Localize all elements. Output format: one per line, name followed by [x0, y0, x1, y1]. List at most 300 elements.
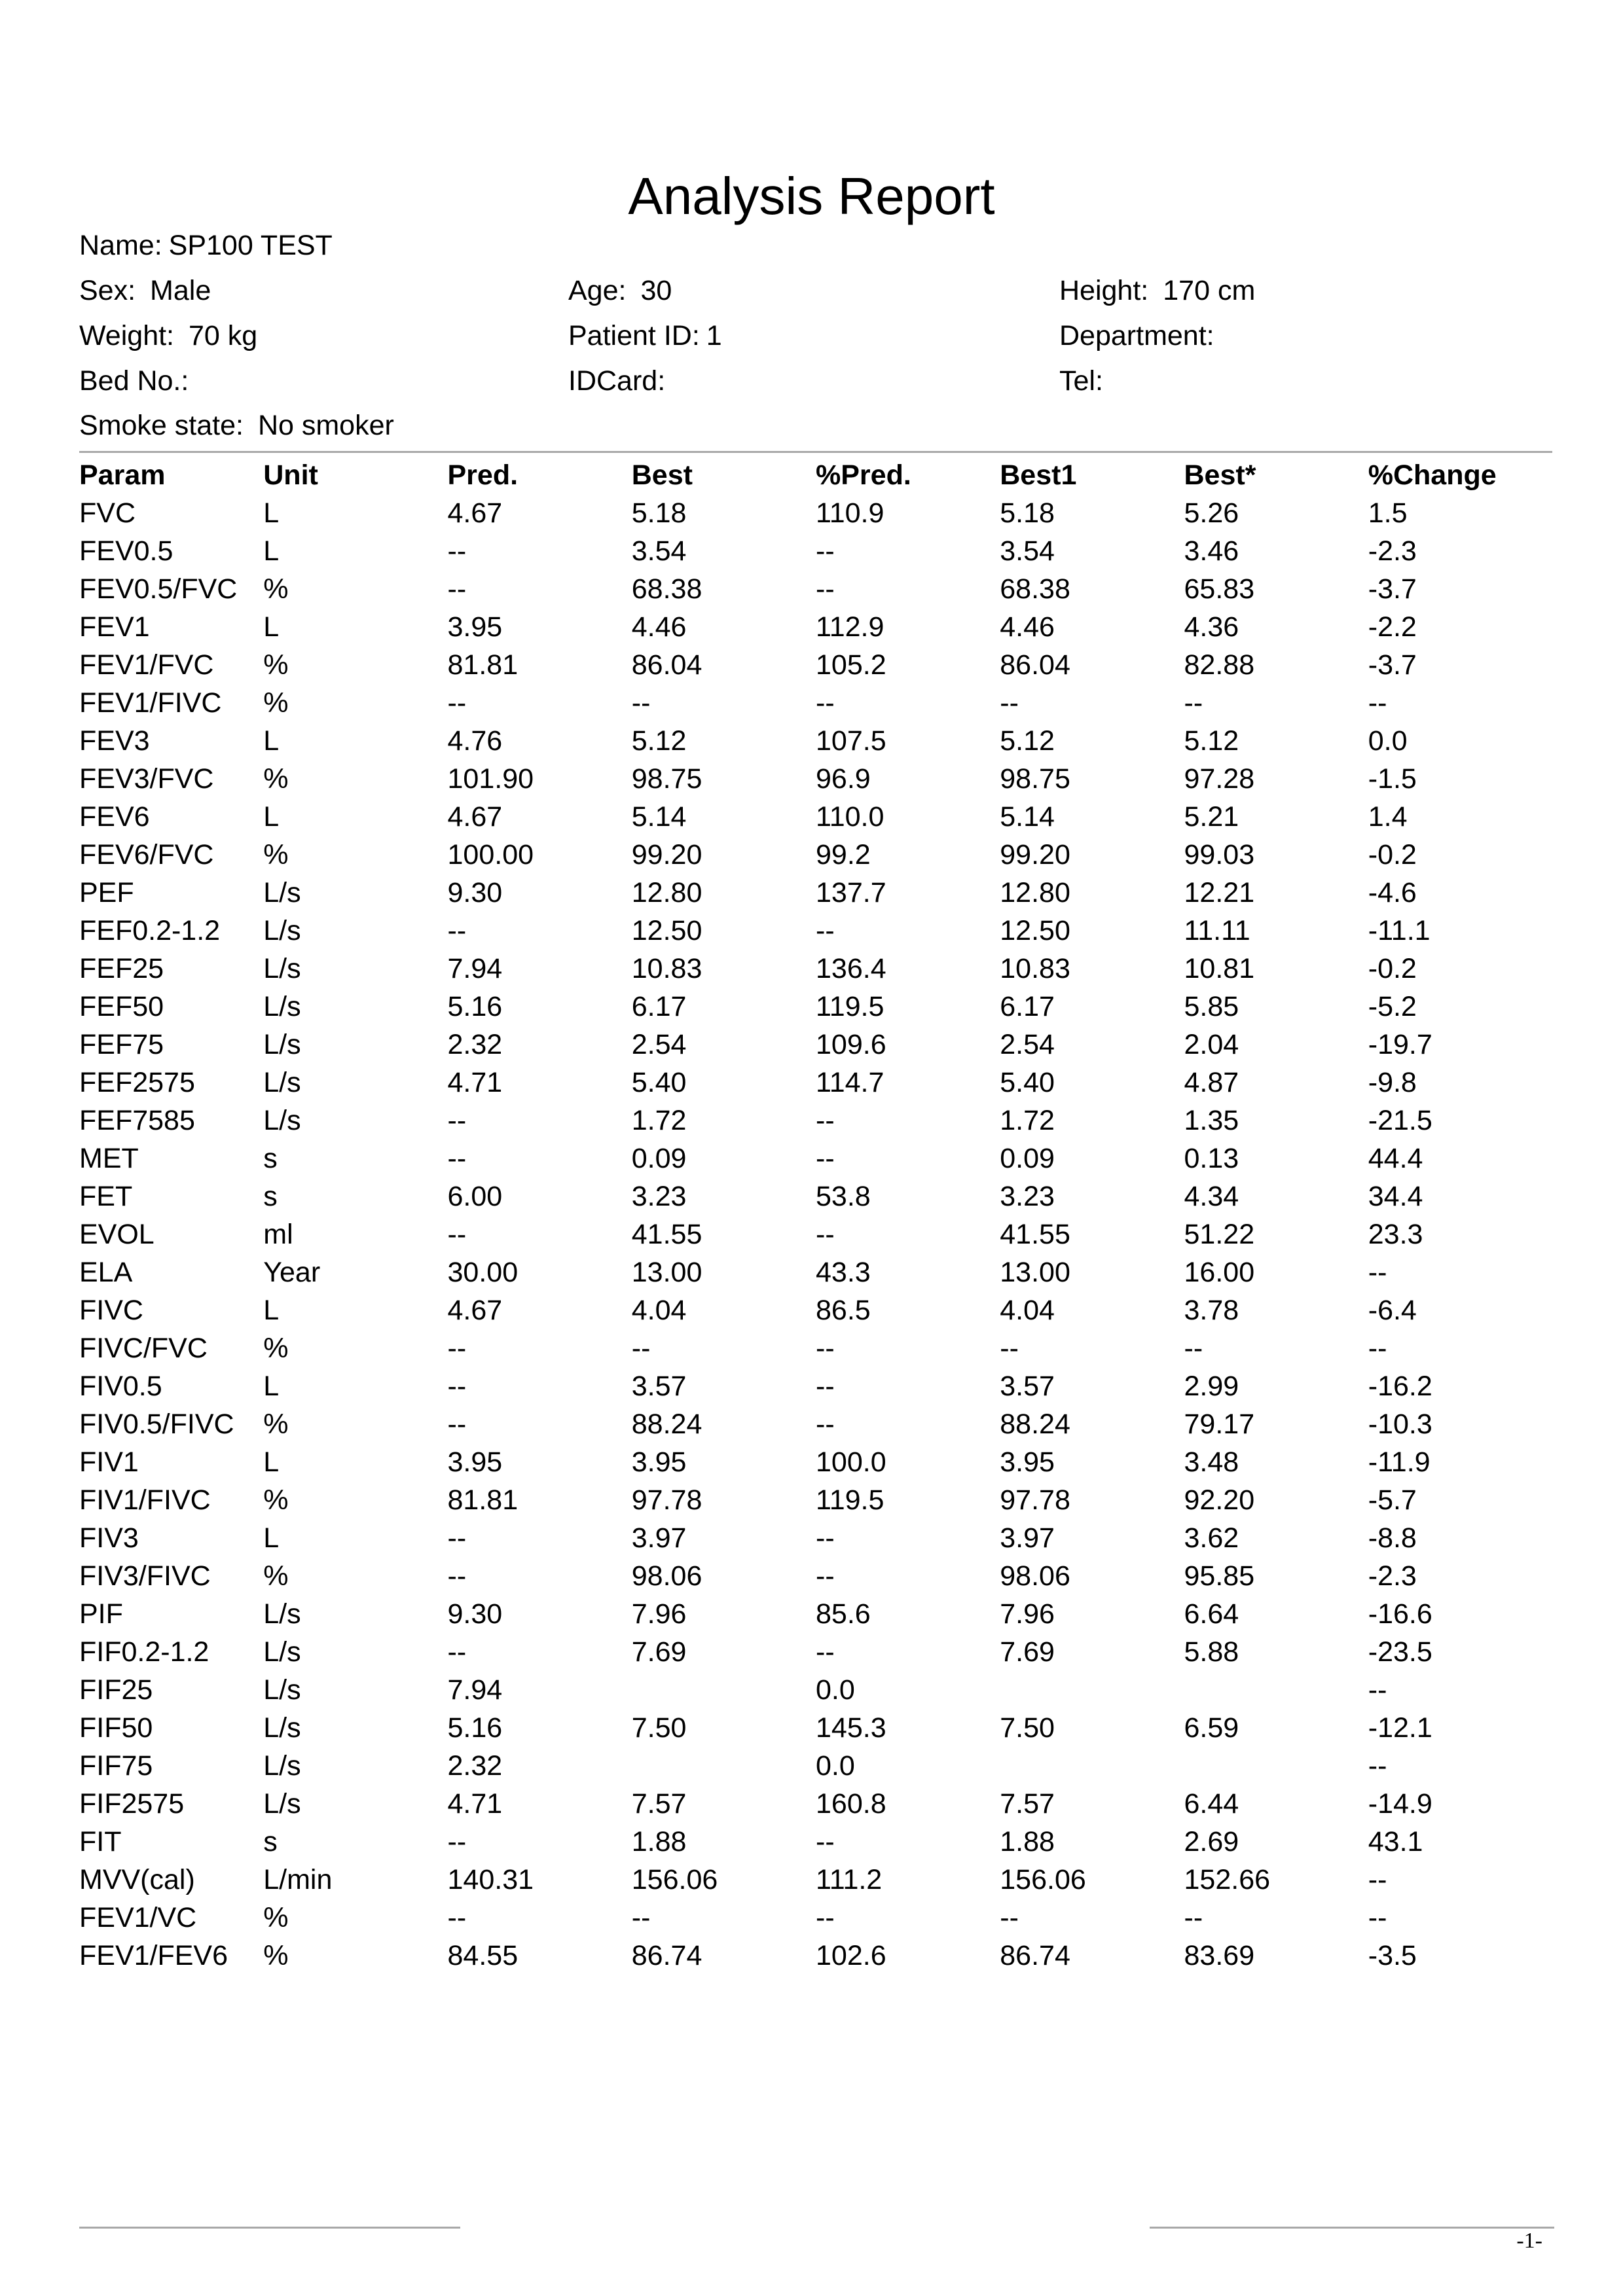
cell-best1: 7.57: [1000, 1788, 1055, 1820]
cell-best-star: 82.88: [1184, 649, 1255, 681]
cell-pred: 30.00: [447, 1257, 519, 1288]
cell-pred: 4.67: [447, 801, 503, 833]
cell-pct-change: -21.5: [1368, 1105, 1432, 1136]
table-row: [79, 988, 1552, 1026]
table-row: [79, 1899, 1552, 1937]
table-row: [79, 912, 1552, 950]
cell-best: 98.75: [631, 763, 702, 795]
cell-param: MET: [79, 1143, 139, 1174]
cell-pct-pred: 145.3: [816, 1712, 886, 1744]
table-row: [79, 722, 1552, 760]
cell-pct-change: -0.2: [1368, 953, 1417, 984]
cell-best1: 7.96: [1000, 1598, 1055, 1630]
cell-best: --: [631, 1902, 651, 1933]
cell-pct-pred: 99.2: [816, 839, 871, 870]
cell-best: 98.06: [631, 1560, 702, 1592]
cell-best1: 98.06: [1000, 1560, 1070, 1592]
height-label: Height:: [1059, 275, 1149, 306]
cell-pct-change: -6.4: [1368, 1295, 1417, 1326]
table-row: [79, 1064, 1552, 1102]
cell-unit: L/s: [263, 991, 301, 1022]
cell-pct-pred: 102.6: [816, 1940, 886, 1971]
smoke-label: Smoke state:: [79, 410, 244, 441]
cell-pct-pred: --: [816, 1826, 835, 1857]
cell-param: MVV(cal): [79, 1864, 195, 1895]
table-row: [79, 1595, 1552, 1633]
cell-pred: --: [447, 1371, 467, 1402]
cell-best: 12.50: [631, 915, 702, 946]
cell-pct-pred: --: [816, 1408, 835, 1440]
weight-label: Weight:: [79, 320, 174, 351]
cell-pct-pred: 137.7: [816, 877, 886, 908]
cell-pct-pred: 112.9: [816, 611, 884, 643]
table-row: [79, 1177, 1552, 1215]
table-row: [79, 1747, 1552, 1785]
cell-pct-change: --: [1368, 1333, 1387, 1364]
cell-pct-change: --: [1368, 1674, 1387, 1706]
cell-unit: L/s: [263, 1105, 301, 1136]
cell-pred: 7.94: [447, 953, 503, 984]
cell-pred: 101.90: [447, 763, 534, 795]
cell-best: 3.23: [631, 1181, 687, 1212]
cell-pct-pred: 119.5: [816, 991, 884, 1022]
patient-name: [79, 226, 333, 265]
cell-best1: 3.95: [1000, 1446, 1055, 1478]
parameter-table: [79, 456, 1552, 1975]
cell-pct-pred: 0.0: [816, 1750, 855, 1782]
table-row: [79, 1823, 1552, 1861]
cell-best: 5.40: [631, 1067, 687, 1098]
cell-param: FIV3: [79, 1522, 139, 1554]
cell-pred: 4.71: [447, 1067, 503, 1098]
cell-pct-pred: --: [816, 915, 835, 946]
cell-best: 1.88: [631, 1826, 687, 1857]
cell-best: 4.46: [631, 611, 687, 643]
cell-unit: L/s: [263, 915, 301, 946]
cell-best: 3.57: [631, 1371, 687, 1402]
age-value: 30: [640, 275, 672, 306]
column-header-best1: Best1: [1000, 459, 1077, 491]
cell-unit: %: [263, 1484, 289, 1516]
footer-rule-right: [1150, 2227, 1554, 2229]
patient-id-label: Patient ID:: [568, 320, 700, 351]
cell-pct-change: -19.7: [1368, 1029, 1432, 1060]
cell-best-star: 2.99: [1184, 1371, 1239, 1402]
cell-unit: %: [263, 687, 289, 719]
cell-unit: L: [263, 497, 280, 529]
cell-unit: s: [263, 1181, 278, 1212]
column-header-pred: Pred.: [447, 459, 519, 491]
cell-pred: --: [447, 687, 467, 719]
tel-label: Tel:: [1059, 365, 1103, 397]
department-label: Department:: [1059, 320, 1214, 351]
table-row: [79, 1329, 1552, 1367]
header-divider: [79, 451, 1552, 453]
cell-pct-pred: 110.9: [816, 497, 884, 529]
cell-best: --: [631, 1333, 651, 1364]
cell-param: FIV1/FIVC: [79, 1484, 211, 1516]
cell-best1: --: [1000, 1333, 1019, 1364]
cell-best1: 3.23: [1000, 1181, 1055, 1212]
cell-pct-pred: --: [816, 1219, 835, 1250]
cell-best-star: 4.34: [1184, 1181, 1239, 1212]
cell-pred: 4.67: [447, 1295, 503, 1326]
cell-pct-change: -16.2: [1368, 1371, 1432, 1402]
cell-best1: [1000, 1671, 1184, 1709]
patient-id: [568, 316, 722, 355]
cell-pred: --: [447, 1636, 467, 1668]
cell-pct-change: -5.2: [1368, 991, 1417, 1022]
cell-pct-change: -3.5: [1368, 1940, 1417, 1971]
cell-best-star: --: [1184, 687, 1203, 719]
cell-pct-pred: 105.2: [816, 649, 886, 681]
cell-best-star: [1184, 1671, 1368, 1709]
patient-id-value: 1: [706, 320, 722, 351]
cell-pct-change: -4.6: [1368, 877, 1417, 908]
table-row: [79, 570, 1552, 608]
cell-best1: 7.69: [1000, 1636, 1055, 1668]
table-row: [79, 1937, 1552, 1975]
cell-unit: Year: [263, 1257, 321, 1288]
cell-unit: %: [263, 649, 289, 681]
cell-best-star: 0.13: [1184, 1143, 1239, 1174]
cell-param: FEV3: [79, 725, 150, 757]
cell-param: FEV1: [79, 611, 150, 643]
cell-pct-change: -2.3: [1368, 1560, 1417, 1592]
table-row: [79, 1861, 1552, 1899]
cell-param: FEV1/VC: [79, 1902, 197, 1933]
cell-pct-pred: 100.0: [816, 1446, 886, 1478]
cell-best: 7.57: [631, 1788, 687, 1820]
cell-param: FEV3/FVC: [79, 763, 214, 795]
table-row: [79, 1367, 1552, 1405]
cell-best-star: 3.78: [1184, 1295, 1239, 1326]
cell-pct-pred: 119.5: [816, 1484, 884, 1516]
age-label: Age:: [568, 275, 627, 306]
cell-pct-change: -3.7: [1368, 573, 1417, 605]
cell-best: 3.95: [631, 1446, 687, 1478]
cell-param: FEF2575: [79, 1067, 195, 1098]
cell-pct-pred: --: [816, 1371, 835, 1402]
cell-best1: 97.78: [1000, 1484, 1070, 1516]
cell-pct-pred: --: [816, 1522, 835, 1554]
cell-best1: 3.97: [1000, 1522, 1055, 1554]
cell-pred: 4.71: [447, 1788, 503, 1820]
cell-unit: L: [263, 801, 280, 833]
cell-unit: L/min: [263, 1864, 333, 1895]
cell-pred: --: [447, 1143, 467, 1174]
cell-param: FEF7585: [79, 1105, 195, 1136]
cell-param: FEV1/FEV6: [79, 1940, 228, 1971]
column-header-best-star: Best*: [1184, 459, 1256, 491]
cell-pred: --: [447, 535, 467, 567]
cell-best1: 4.46: [1000, 611, 1055, 643]
table-row: [79, 1026, 1552, 1064]
cell-pred: --: [447, 915, 467, 946]
cell-pct-pred: 96.9: [816, 763, 871, 795]
cell-param: FEF50: [79, 991, 164, 1022]
name-label: Name:: [79, 230, 162, 261]
cell-best: 7.69: [631, 1636, 687, 1668]
cell-pct-pred: 114.7: [816, 1067, 884, 1098]
cell-param: FEV0.5: [79, 535, 173, 567]
cell-param: FIF25: [79, 1674, 153, 1706]
cell-unit: %: [263, 1333, 289, 1364]
column-header-unit: Unit: [263, 459, 318, 491]
cell-pct-change: -2.2: [1368, 611, 1417, 643]
table-row: [79, 646, 1552, 684]
cell-pred: --: [447, 1408, 467, 1440]
cell-best-star: 4.36: [1184, 611, 1239, 643]
cell-pred: 6.00: [447, 1181, 503, 1212]
cell-pred: 4.67: [447, 497, 503, 529]
cell-param: FEF25: [79, 953, 164, 984]
patient-tel: [1059, 361, 1118, 401]
cell-pred: 5.16: [447, 1712, 503, 1744]
cell-best: [632, 1747, 816, 1785]
cell-best: 86.74: [631, 1940, 702, 1971]
cell-unit: %: [263, 1560, 289, 1592]
cell-unit: L: [263, 535, 280, 567]
cell-best-star: 5.21: [1184, 801, 1239, 833]
cell-pred: 81.81: [447, 1484, 519, 1516]
cell-pred: 3.95: [447, 611, 503, 643]
cell-unit: L: [263, 611, 280, 643]
cell-unit: L/s: [263, 1598, 301, 1630]
cell-best-star: 16.00: [1184, 1257, 1255, 1288]
cell-best1: [1000, 1747, 1184, 1785]
cell-best-star: 5.12: [1184, 725, 1239, 757]
column-header-pct-pred: %Pred.: [816, 459, 911, 491]
patient-sex: [79, 271, 211, 310]
cell-param: ELA: [79, 1257, 133, 1288]
cell-best: 5.18: [631, 497, 687, 529]
cell-unit: L/s: [263, 877, 301, 908]
cell-pct-pred: 0.0: [816, 1674, 855, 1706]
cell-pct-change: 34.4: [1368, 1181, 1423, 1212]
cell-pred: --: [447, 573, 467, 605]
cell-pct-change: -1.5: [1368, 763, 1417, 795]
cell-unit: L/s: [263, 1674, 301, 1706]
cell-best-star: 65.83: [1184, 573, 1255, 605]
cell-pct-change: 44.4: [1368, 1143, 1423, 1174]
cell-pct-pred: --: [816, 1902, 835, 1933]
patient-weight: [79, 316, 257, 355]
cell-pred: 4.76: [447, 725, 503, 757]
cell-best-star: 10.81: [1184, 953, 1255, 984]
cell-pct-pred: 107.5: [816, 725, 886, 757]
cell-best-star: 83.69: [1184, 1940, 1255, 1971]
cell-best: 97.78: [631, 1484, 702, 1516]
cell-param: FEF75: [79, 1029, 164, 1060]
cell-unit: L/s: [263, 1788, 301, 1820]
cell-pct-pred: --: [816, 1143, 835, 1174]
cell-unit: %: [263, 763, 289, 795]
cell-unit: L: [263, 725, 280, 757]
cell-best-star: 92.20: [1184, 1484, 1255, 1516]
cell-pct-change: 23.3: [1368, 1219, 1423, 1250]
name-value: SP100 TEST: [168, 230, 333, 261]
cell-pred: 100.00: [447, 839, 534, 870]
cell-best-star: 3.46: [1184, 535, 1239, 567]
cell-best-star: 4.87: [1184, 1067, 1239, 1098]
cell-unit: %: [263, 573, 289, 605]
cell-best-star: 79.17: [1184, 1408, 1255, 1440]
cell-best-star: 1.35: [1184, 1105, 1239, 1136]
cell-best1: 86.04: [1000, 649, 1070, 681]
sex-value: Male: [150, 275, 211, 306]
table-row: [79, 1139, 1552, 1177]
cell-best-star: 6.44: [1184, 1788, 1239, 1820]
cell-best1: 5.14: [1000, 801, 1055, 833]
cell-best-star: 5.26: [1184, 497, 1239, 529]
cell-pct-change: -14.9: [1368, 1788, 1432, 1820]
table-row: [79, 874, 1552, 912]
cell-unit: %: [263, 839, 289, 870]
cell-unit: L/s: [263, 953, 301, 984]
cell-pred: 2.32: [447, 1750, 503, 1782]
cell-pct-change: --: [1368, 687, 1387, 719]
cell-best1: 1.72: [1000, 1105, 1055, 1136]
cell-best-star: 11.11: [1184, 915, 1250, 946]
smoke-value: No smoker: [257, 410, 394, 441]
cell-unit: s: [263, 1143, 278, 1174]
cell-pct-change: -16.6: [1368, 1598, 1432, 1630]
cell-pct-pred: 85.6: [816, 1598, 871, 1630]
column-header-best: Best: [631, 459, 693, 491]
cell-best-star: 3.48: [1184, 1446, 1239, 1478]
cell-best1: 1.88: [1000, 1826, 1055, 1857]
table-row: [79, 1557, 1552, 1595]
cell-unit: L/s: [263, 1712, 301, 1744]
cell-pct-change: --: [1368, 1902, 1387, 1933]
report-title: Analysis Report: [628, 167, 995, 225]
cell-pct-pred: --: [816, 1636, 835, 1668]
cell-pct-change: 1.5: [1368, 497, 1408, 529]
cell-best1: 4.04: [1000, 1295, 1055, 1326]
table-row: [79, 760, 1552, 798]
footer-rule-left: [79, 2227, 460, 2229]
cell-pred: 9.30: [447, 877, 503, 908]
cell-pct-change: --: [1368, 1257, 1387, 1288]
cell-best1: 3.57: [1000, 1371, 1055, 1402]
table-row: [79, 1709, 1552, 1747]
cell-pct-change: -9.8: [1368, 1067, 1417, 1098]
cell-best-star: 51.22: [1184, 1219, 1255, 1250]
cell-pct-pred: 43.3: [816, 1257, 871, 1288]
cell-pct-change: -11.9: [1368, 1446, 1431, 1478]
cell-best-star: 97.28: [1184, 763, 1255, 795]
cell-param: FEV0.5/FVC: [79, 573, 238, 605]
weight-value: 70 kg: [189, 320, 258, 351]
cell-best-star: 6.59: [1184, 1712, 1239, 1744]
table-row: [79, 1102, 1552, 1139]
cell-best1: 6.17: [1000, 991, 1055, 1022]
cell-best-star: [1184, 1747, 1368, 1785]
cell-param: PIF: [79, 1598, 123, 1630]
cell-best1: 12.80: [1000, 877, 1070, 908]
cell-best: 86.04: [631, 649, 702, 681]
cell-best-star: 95.85: [1184, 1560, 1255, 1592]
cell-best: 6.17: [631, 991, 687, 1022]
cell-unit: ml: [263, 1219, 293, 1250]
cell-param: FIF2575: [79, 1788, 185, 1820]
cell-unit: L: [263, 1295, 280, 1326]
cell-best-star: 5.88: [1184, 1636, 1239, 1668]
cell-param: FEV1/FVC: [79, 649, 214, 681]
column-header-pct-change: %Change: [1368, 459, 1497, 491]
cell-pct-change: -8.8: [1368, 1522, 1417, 1554]
cell-pct-pred: --: [816, 1560, 835, 1592]
cell-pct-change: -5.7: [1368, 1484, 1417, 1516]
cell-best: 5.14: [631, 801, 687, 833]
table-row: [79, 836, 1552, 874]
cell-param: FIV1: [79, 1446, 139, 1478]
cell-best: 2.54: [631, 1029, 687, 1060]
cell-pred: --: [447, 1219, 467, 1250]
cell-pct-pred: --: [816, 573, 835, 605]
cell-param: FIF75: [79, 1750, 153, 1782]
cell-best-star: 3.62: [1184, 1522, 1239, 1554]
cell-param: FIF0.2-1.2: [79, 1636, 210, 1668]
cell-best1: 0.09: [1000, 1143, 1055, 1174]
table-row: [79, 1443, 1552, 1481]
patient-idcard: [568, 361, 680, 401]
cell-best1: 88.24: [1000, 1408, 1070, 1440]
patient-height: [1059, 271, 1255, 310]
cell-pct-change: 0.0: [1368, 725, 1408, 757]
cell-param: FET: [79, 1181, 133, 1212]
cell-pct-change: -10.3: [1368, 1408, 1432, 1440]
cell-best1: 99.20: [1000, 839, 1070, 870]
cell-pct-change: -3.7: [1368, 649, 1417, 681]
cell-pred: 84.55: [447, 1940, 519, 1971]
cell-pct-pred: --: [816, 1333, 835, 1364]
cell-pct-change: -0.2: [1368, 839, 1417, 870]
cell-param: FIV3/FIVC: [79, 1560, 211, 1592]
cell-pct-pred: 160.8: [816, 1788, 886, 1820]
cell-best1: 86.74: [1000, 1940, 1070, 1971]
cell-best-star: 99.03: [1184, 839, 1255, 870]
cell-param: FVC: [79, 497, 136, 529]
cell-best1: 68.38: [1000, 573, 1070, 605]
cell-pct-pred: --: [816, 687, 835, 719]
cell-best: 5.12: [631, 725, 687, 757]
cell-unit: L/s: [263, 1029, 301, 1060]
cell-best1: 10.83: [1000, 953, 1070, 984]
cell-best1: 3.54: [1000, 535, 1055, 567]
cell-best: 7.96: [631, 1598, 687, 1630]
cell-param: FIVC/FVC: [79, 1333, 208, 1364]
cell-pred: 5.16: [447, 991, 503, 1022]
patient-bed: [79, 361, 203, 401]
cell-param: FIV0.5: [79, 1371, 162, 1402]
cell-best: 3.54: [631, 535, 687, 567]
cell-unit: s: [263, 1826, 278, 1857]
cell-pred: 81.81: [447, 649, 519, 681]
cell-pct-pred: 111.2: [816, 1864, 883, 1895]
cell-pred: 7.94: [447, 1674, 503, 1706]
cell-pred: --: [447, 1826, 467, 1857]
cell-param: EVOL: [79, 1219, 155, 1250]
cell-pct-change: 1.4: [1368, 801, 1408, 833]
cell-best1: 5.12: [1000, 725, 1055, 757]
cell-pct-pred: 136.4: [816, 953, 886, 984]
cell-best1: --: [1000, 1902, 1019, 1933]
sex-label: Sex:: [79, 275, 136, 306]
cell-best-star: 2.04: [1184, 1029, 1239, 1060]
cell-pct-change: -2.3: [1368, 535, 1417, 567]
